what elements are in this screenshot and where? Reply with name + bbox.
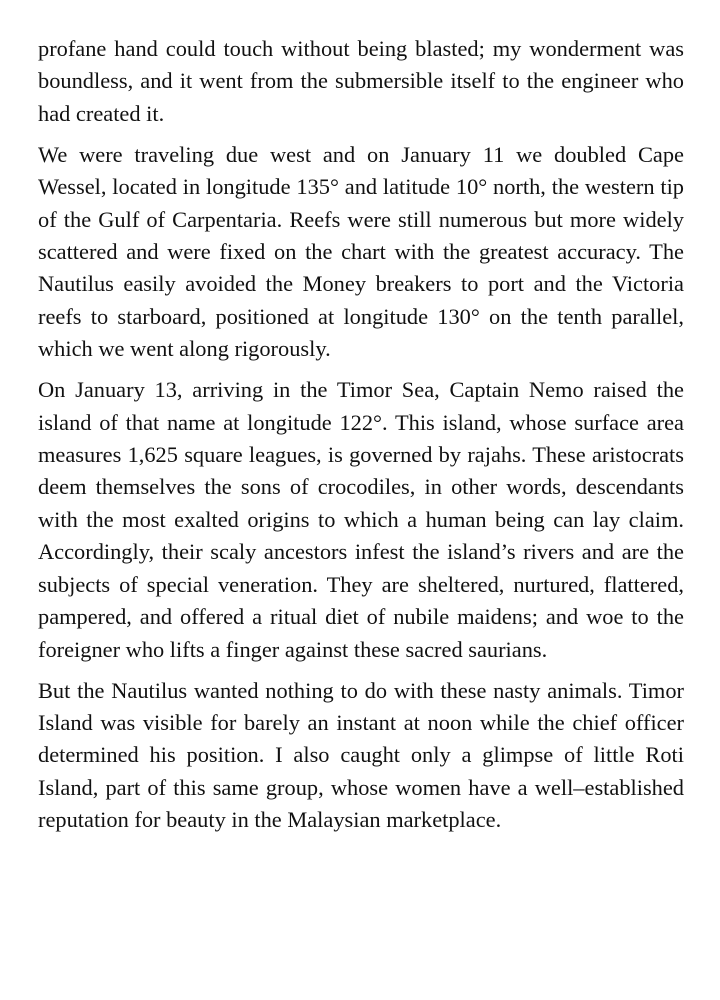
paragraph-3: On January 13, arriving in the Timor Sea, Captain Nemo raised the island of that name at longitude 122°. This island, whose surface area measures 1,625 square leagues, is governed by rajahs. These aristocrats deem themselves the sons of crocodiles, in other words, descendants with the most exalted origins to which a human being can lay claim. Accordingly, their scaly ancestors infest the island’s rivers and are the subjects of special veneration. They are sheltered, nurtured, flattered, pampered, and offered a ritual diet of nubile maidens; and woe to the foreigner who lifts a finger against these sacred saurians. <box>38 377 684 662</box>
paragraph-4: But the Nautilus wanted nothing to do with these nasty animals. Timor Island was visible for barely an instant at noon while the chief officer determined his position. I also caught only a glimpse of little Roti Island, part of this same group, whose women have a well–established reputation for beauty in the Malaysian marketplace. <box>38 677 684 833</box>
book-page-text <box>38 33 684 837</box>
paragraph-1: profane hand could touch without being blasted; my wonderment was boundless, and it went from the submersible itself to the engineer who had created it. <box>38 36 684 126</box>
paragraph-2: We were traveling due west and on January 11 we doubled Cape Wessel, located in longitude 135° and latitude 10° north, the western tip of the Gulf of Carpentaria. Reefs were still numerous but more widely scattered and were fixed on the chart with the greatest accuracy. The Nautilus easily avoided the Money breakers to port and the Victoria reefs to starboard, positioned at longitude 130° on the tenth parallel, which we went along rigorously. <box>38 141 684 362</box>
